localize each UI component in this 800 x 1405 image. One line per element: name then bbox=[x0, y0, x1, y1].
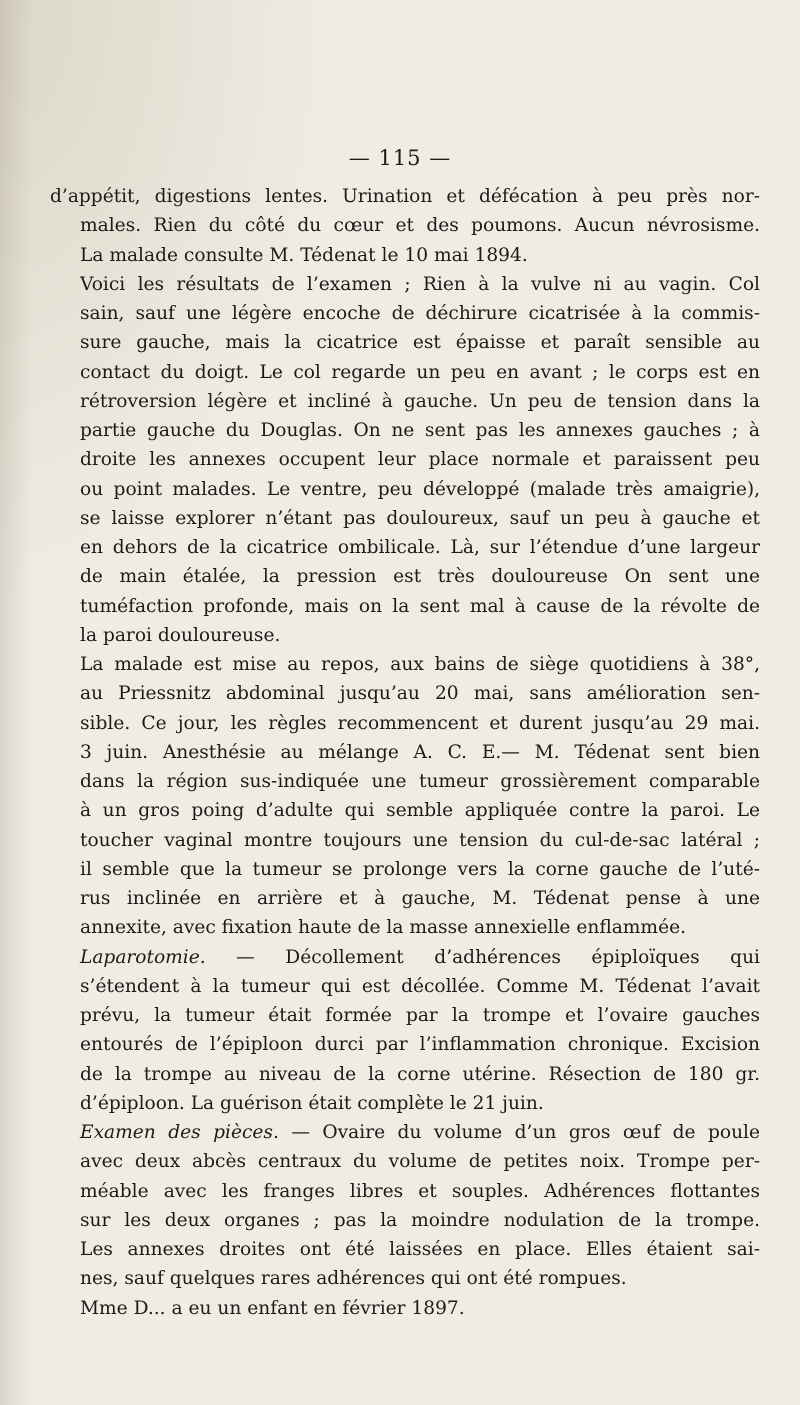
text-line: rus inclinée en arrière et à gauche, M. Tédenat pense à une bbox=[80, 888, 760, 909]
text-line: il semble que la tumeur se prolonge vers la corne gauche de l’uté- bbox=[80, 858, 760, 880]
text-line bbox=[50, 943, 760, 972]
text-line: rétroversion légère et incliné à gauche. Un peu de tension dans la bbox=[80, 390, 760, 412]
section-lead: Examen des pièces. bbox=[80, 1122, 279, 1143]
text-line: la paroi douloureuse. bbox=[80, 624, 281, 646]
text-line: La malade est mise au repos, aux bains de siège quotidiens à 38°, bbox=[80, 654, 760, 675]
text-line: nes, sauf quelques rares adhérences qui ont été rompues. bbox=[80, 1268, 627, 1290]
text-fragment: — Ovaire du volume d’un gros œuf de poule bbox=[278, 1122, 760, 1143]
text-line: Voici les résultats de l’examen ; Rien à la vulve ni au vagin. Col bbox=[80, 273, 760, 295]
text-line: entourés de l’épiploon durci par l’inflammation chronique. Excision bbox=[80, 1034, 760, 1056]
text-line: à un gros poing d’adulte qui semble appliquée contre la paroi. Le bbox=[80, 800, 760, 822]
page-number: — 115 — bbox=[348, 146, 452, 170]
text-line: Mme D... a eu un enfant en février 1897. bbox=[80, 1297, 465, 1319]
text-line: La malade consulte M. Tédenat le 10 mai 1894. bbox=[80, 244, 528, 266]
text-line: au Priessnitz abdominal jusqu’au 20 mai, sans amélioration sen- bbox=[80, 683, 760, 705]
text-line: sible. Ce jour, les règles recommencent et durent jusqu’au 29 mai. bbox=[80, 712, 760, 734]
text-line: d’appétit, digestions lentes. Urination et défécation à peu près nor- bbox=[50, 186, 760, 207]
text-line: annexite, avec fixation haute de la masse annexielle enflammée. bbox=[80, 917, 686, 939]
text-line: males. Rien du côté du cœur et des poumons. Aucun névrosisme. bbox=[80, 215, 760, 237]
text-fragment: — Décollement d’adhérences épiploïques qui bbox=[205, 946, 760, 968]
body-text bbox=[50, 182, 760, 1323]
text-line: droite les annexes occupent leur place normale et paraissent peu bbox=[80, 449, 760, 471]
text-line: ou point malades. Le ventre, peu développé (malade très amaigrie), bbox=[80, 478, 760, 500]
section-lead: Laparotomie. bbox=[80, 946, 206, 968]
text-line: partie gauche du Douglas. On ne sent pas les annexes gauches ; à bbox=[80, 420, 760, 441]
text-line: de main étalée, la pression est très douloureuse On sent une bbox=[80, 566, 760, 588]
text-line: d’épiploon. La guérison était complète le 21 juin. bbox=[80, 1092, 544, 1114]
text-line: tuméfaction profonde, mais on la sent mal à cause de la révolte de bbox=[80, 595, 760, 617]
text-line: Les annexes droites ont été laissées en place. Elles étaient sai- bbox=[80, 1239, 760, 1260]
text-line: se laisse explorer n’étant pas douloureux, sauf un peu à gauche et bbox=[80, 507, 760, 529]
text-line: 3 juin. Anesthésie au mélange A. C. E.— M. Tédenat sent bien bbox=[80, 741, 760, 763]
text-line: toucher vaginal montre toujours une tension du cul-de-sac latéral ; bbox=[80, 829, 760, 851]
text-line: sain, sauf une légère encoche de déchirure cicatrisée à la commis- bbox=[80, 303, 760, 324]
text-line: en dehors de la cicatrice ombilicale. Là, sur l’étendue d’une largeur bbox=[80, 537, 760, 558]
text-line: avec deux abcès centraux du volume de petites noix. Trompe per- bbox=[80, 1151, 760, 1173]
text-line bbox=[50, 1118, 760, 1147]
text-line: contact du doigt. Le col regarde un peu en avant ; le corps est en bbox=[80, 361, 760, 383]
text-line: méable avec les franges libres et souples. Adhérences flottantes bbox=[80, 1180, 760, 1202]
text-line: prévu, la tumeur était formée par la trompe et l’ovaire gauches bbox=[80, 1005, 760, 1026]
text-line: s’étendent à la tumeur qui est décollée. Comme M. Tédenat l’avait bbox=[80, 975, 760, 997]
text-line: de la trompe au niveau de la corne utérine. Résection de 180 gr. bbox=[80, 1063, 760, 1085]
text-line: sure gauche, mais la cicatrice est épaisse et paraît sensible au bbox=[80, 332, 760, 354]
text-line: dans la région sus-indiquée une tumeur grossièrement comparable bbox=[80, 771, 760, 792]
text-line: sur les deux organes ; pas la moindre nodulation de la trompe. bbox=[80, 1209, 760, 1231]
